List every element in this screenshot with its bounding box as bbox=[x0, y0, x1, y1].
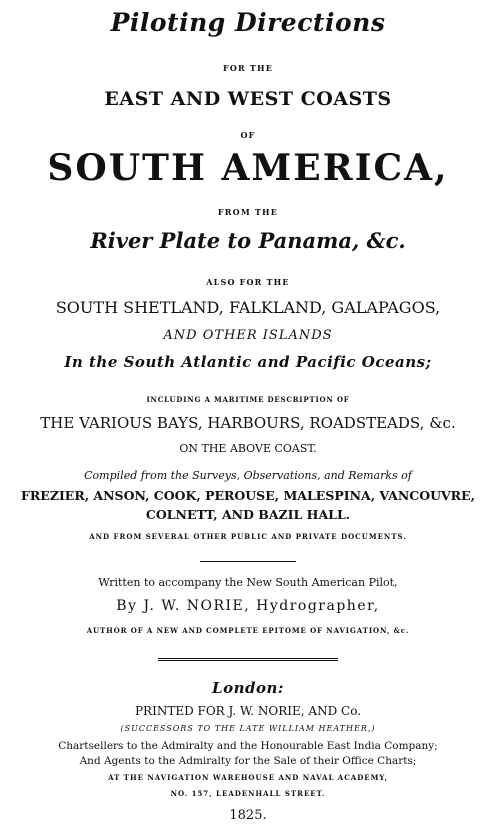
also-for-the-label: ALSO FOR THE bbox=[206, 277, 290, 287]
oceans-line: In the South Atlantic and Pacific Oceans; bbox=[64, 353, 432, 371]
south-america-heading: SOUTH AMERICA, bbox=[47, 147, 449, 189]
author-line: By J. W. NORIE, Hydrographer, bbox=[116, 598, 380, 614]
river-plate-heading: River Plate to Panama, &c. bbox=[90, 228, 406, 253]
islands-line-1: SOUTH SHETLAND, FALKLAND, GALAPAGOS, bbox=[55, 298, 441, 317]
printed-for-line: PRINTED FOR J. W. NORIE, AND Co. bbox=[134, 704, 362, 718]
of-label: OF bbox=[240, 130, 256, 140]
address-line: NO. 157, LEADENHALL STREET. bbox=[170, 789, 326, 798]
london-line: London: bbox=[212, 679, 284, 697]
from-the-label: FROM THE bbox=[217, 207, 279, 217]
for-the-label: FOR THE bbox=[222, 63, 274, 73]
year-line: 1825. bbox=[229, 808, 267, 823]
agents-line: And Agents to the Admiralty for the Sale of their Office Charts; bbox=[79, 755, 417, 767]
including-label: INCLUDING A MARITIME DESCRIPTION OF bbox=[146, 395, 350, 404]
documents-line: AND FROM SEVERAL OTHER PUBLIC AND PRIVATE DOCUMENTS. bbox=[89, 532, 407, 541]
compiled-line: Compiled from the Surveys, Observations, and Remarks of bbox=[84, 469, 412, 482]
names-line-1: FREZIER, ANSON, COOK, PEROUSE, MALESPINA, VANCOUVRE, bbox=[21, 488, 475, 503]
names-line-2: COLNETT, AND BAZIL HALL. bbox=[145, 507, 351, 522]
divider-rule-2 bbox=[158, 658, 338, 661]
divider-rule-1 bbox=[200, 561, 296, 562]
author-of-line: AUTHOR OF A NEW AND COMPLETE EPITOME OF NAVIGATION, &c. bbox=[86, 626, 410, 635]
chartsellers-line: Chartsellers to the Admiralty and the Honourable East India Company; bbox=[58, 740, 438, 752]
above-coast-line: ON THE ABOVE COAST. bbox=[179, 442, 317, 455]
successors-line: (SUCCESSORS TO THE LATE WILLIAM HEATHER,) bbox=[120, 724, 376, 733]
bays-line: THE VARIOUS BAYS, HARBOURS, ROADSTEADS, &c. bbox=[40, 414, 456, 432]
warehouse-line: AT THE NAVIGATION WAREHOUSE AND NAVAL ACADEMY, bbox=[108, 773, 388, 782]
main-title: Piloting Directions bbox=[110, 8, 386, 37]
written-line: Written to accompany the New South American Pilot, bbox=[98, 576, 398, 589]
islands-line-2: AND OTHER ISLANDS bbox=[163, 328, 333, 343]
coasts-heading: EAST AND WEST COASTS bbox=[104, 88, 392, 110]
